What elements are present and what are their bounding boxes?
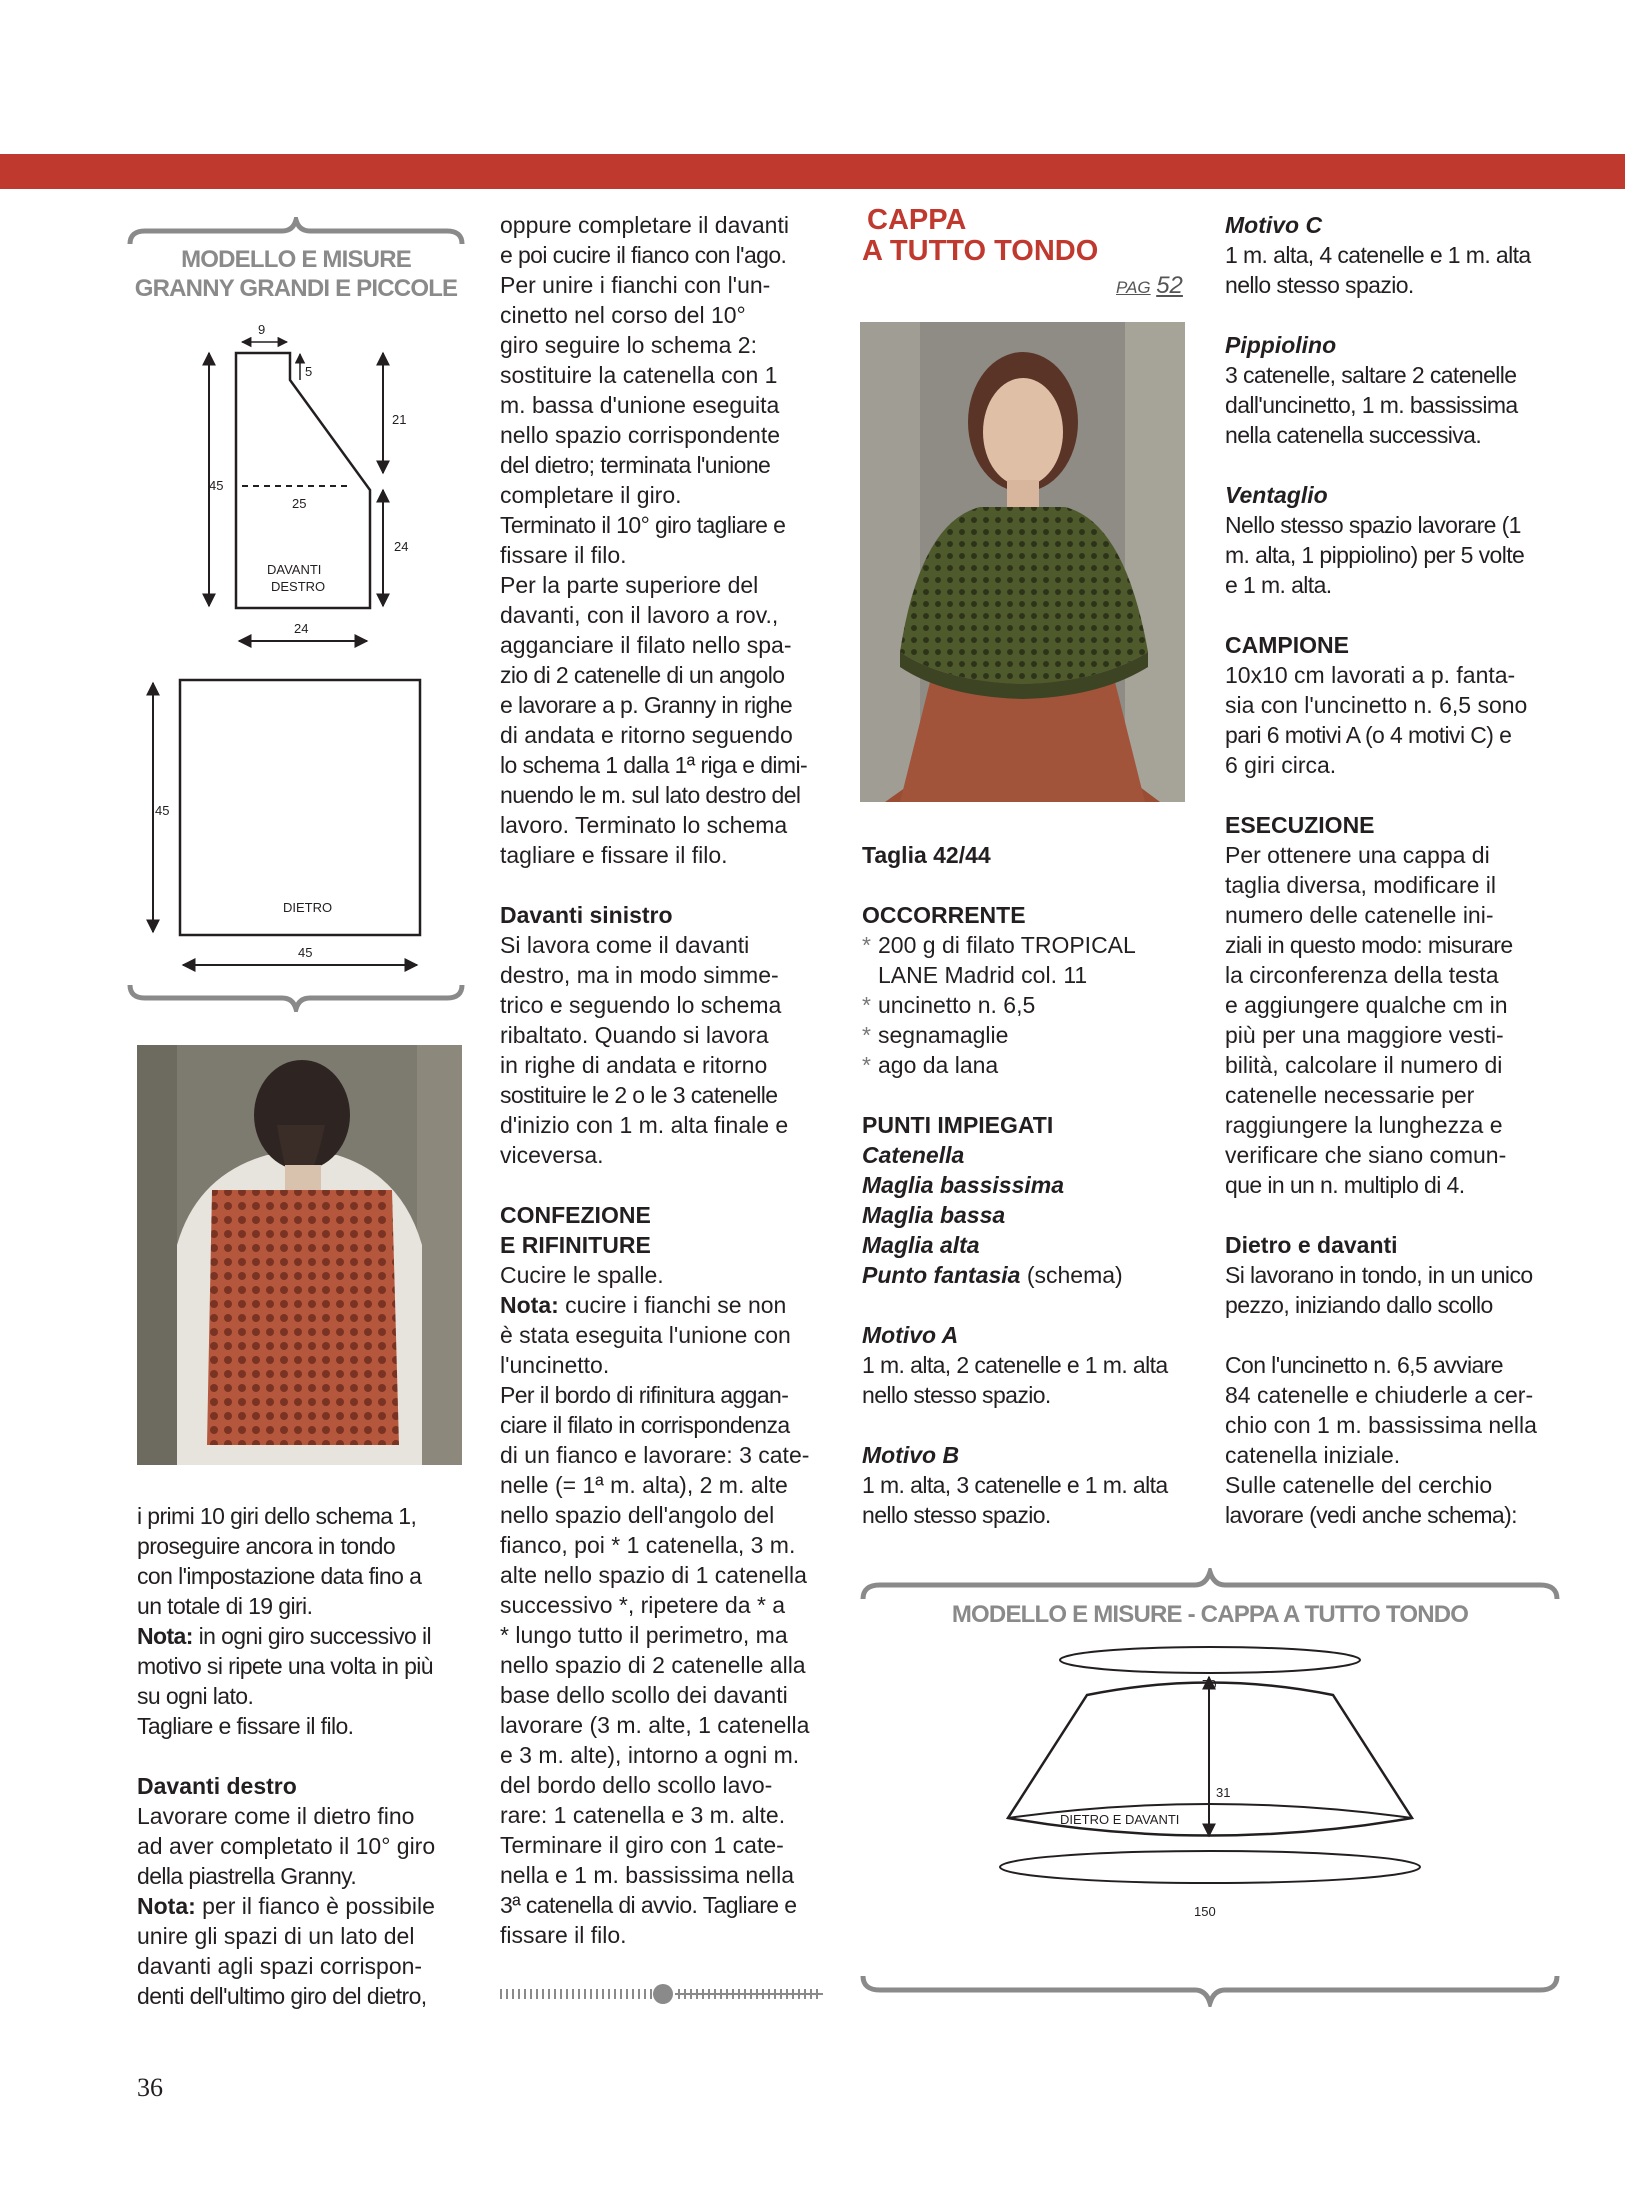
heading-davanti-sinistro: Davanti sinistro bbox=[500, 902, 673, 928]
front-label-1: DAVANTI bbox=[267, 562, 322, 577]
dim-back-width: 45 bbox=[298, 945, 313, 960]
col2-paragraph-4: Per il bordo di rifinitura aggan- ciare il filato in corrispondenza di un fianco e lavorare: 3 cate- nelle (= 1ª m. alta), 2 m. alte nello spazio dell'angolo del fianco, poi * 1 catenella, 3 m. alte nello spazio di 1 catenella successivo *, ripetere da * a * lungo tutto il perimetro, ma nello spazio di 2 catenelle alla base dello scollo dei davanti lavorare (3 m. alte, 1 catenella e 3 m. alte), intorno a ogni m. del bordo dello scollo lavo- rare: 1 catenella e 3 m. alte. Terminare il giro con 1 cate- nella e 1 m. bassissima nella 3ª catenella di avvio. Tagliare e fissare il filo. bbox=[500, 1382, 810, 1948]
final-paragraph: Con l'uncinetto n. 6,5 avviare 84 catenelle e chiuderle a cer- chio con 1 m. bassissima nella catenella iniziale. Sulle catenelle del cerchio lavorare (vedi anche schema): bbox=[1225, 1352, 1537, 1528]
heading-motivo-a: Motivo A bbox=[862, 1322, 959, 1348]
col2-paragraph-1: oppure completare il davanti e poi cucire il fianco con l'ago. Per unire i fianchi con l'un- cinetto nel corso del 10° giro seguire lo schema 2: sostituire la catenella con 1 m. bassa d'unione eseguita nello spazio corrispondente del dietro; terminata l'unione completare il giro. Terminato il 10° giro tagliare e fissare il filo. Per la parte superiore del davanti, con il lavoro a rov., agganciare il filato nello spa- zio di 2 catenelle di un angolo e lavorare a p. Granny in righe di andata e ritorno seguendo lo schema 1 dalla 1ª riga e dimi- nuendo le m. sul lato destro del lavoro. Terminato lo schema tagliare e fissare il filo. bbox=[500, 212, 808, 868]
heading-ventaglio: Ventaglio bbox=[1225, 482, 1328, 508]
heading-davanti-destro: Davanti destro bbox=[137, 1773, 297, 1799]
heading-motivo-c: Motivo C bbox=[1225, 212, 1323, 238]
back-label: DIETRO bbox=[283, 900, 333, 915]
motivo-a-text: 1 m. alta, 2 catenelle e 1 m. alta bbox=[862, 1352, 1168, 1378]
materials-list bbox=[862, 930, 1192, 1080]
col1-nota-1: Nota: in ogni giro successivo il motivo si ripete una volta in più su ogni lato. Tagliare e fissare il filo. bbox=[137, 1623, 433, 1739]
heading-occorrente: OCCORRENTE bbox=[862, 902, 1026, 928]
column-4: Motivo C 1 m. alta, 4 catenelle e 1 m. alta nello stesso spazio. Pippiolino 3 catenelle, saltare 2 catenelle dall'uncinetto, 1 m. bassissima nella catenella successiva. Ventaglio Nello stesso spazio lavorare (1 m. alta, 1 pippiolino) per 5 volte e 1 m. alta. CAMPIONE 10x10 cm lavorati a p. fanta- sia con l'uncinetto n. 6,5 sono pari 6 motivi A (o 4 motivi C) e 6 giri circa. ESECUZIONE Per ottenere una cappa di taglia diversa, modificare il numero delle catenelle ini- ziali in questo modo: misurare la circonferenza della testa e aggiungere qualche cm in più per una maggiore vesti- bilità, calcolare il numero di catenelle necessarie per raggiungere la lunghezza e verificare che siano comun- que in un n. multiplo di 4. Dietro e davanti Si lavorano in tondo, in un unico pezzo, iniziando dallo scollo Con l'uncinetto n. 6,5 avviare 84 catenelle e chiuderle a cer- chio con 1 m. bassissima nella catenella iniziale. Sulle catenelle del cerchio lavorare (vedi anche schema): bbox=[1225, 210, 1555, 1530]
dim-upper-right: 21 bbox=[392, 412, 407, 427]
cape-diagram-title: MODELLO E MISURE - CAPPA A TUTTO TONDO bbox=[951, 1601, 1469, 1628]
heading-punti: PUNTI IMPIEGATI bbox=[862, 1112, 1054, 1138]
cape-height-dim: 31 bbox=[1216, 1785, 1231, 1800]
heading-dietro-davanti: Dietro e davanti bbox=[1225, 1232, 1398, 1258]
dim-top-width: 9 bbox=[258, 322, 266, 337]
dim-lower-right: 24 bbox=[394, 539, 409, 554]
cape-label: DIETRO E DAVANTI bbox=[1060, 1812, 1180, 1827]
top-color-bar bbox=[0, 154, 1625, 189]
cape-photo bbox=[860, 322, 1185, 802]
cape-top-dim: 70 bbox=[1202, 1677, 1217, 1692]
list-item: * 200 g di filato TROPICAL LANE Madrid col. 11 bbox=[862, 930, 1192, 990]
front-label-2: DESTRO bbox=[271, 579, 326, 594]
col1-paragraph-2: Lavorare come il dietro fino ad aver completato il 10° giro della piastrella Granny. bbox=[137, 1803, 436, 1889]
heading-confezione-1: CONFEZIONE bbox=[500, 1202, 651, 1228]
stitch-item: Punto fantasia (schema) bbox=[862, 1262, 1123, 1288]
column-3: Taglia 42/44 OCCORRENTE * 200 g di filato TROPICAL LANE Madrid col. 11 * uncinetto n. 6,5 * segnamaglie * ago da lana PUNTI IMPIEGATI Catenella Maglia bassissima Maglia bassa Maglia alta Punto fantasia (schema) Motivo A 1 m. alta, 2 catenelle e 1 m. alta nello stesso spazio. Motivo B 1 m. alta, 3 catenelle e 1 m. alta nello stesso spazio. bbox=[862, 840, 1192, 1530]
esecuzione-text: Per ottenere una cappa di taglia diversa, modificare il numero delle catenelle ini- ziali in questo modo: misurare la circonferenza della testa e aggiungere qualche cm in più per una maggiore vesti- bilità, calcolare il numero di catenelle necessarie per raggiungere la lunghezza e verificare che siano comun- que in un n. multiplo di 4. bbox=[1225, 842, 1513, 1198]
cape-pattern-diagram bbox=[860, 1640, 1560, 1980]
col1-paragraph-1: i primi 10 giri dello schema 1, proseguire ancora in tondo con l'impostazione data fino a un totale di 19 giri. bbox=[137, 1503, 422, 1619]
heading-esecuzione: ESECUZIONE bbox=[1225, 812, 1375, 838]
heading-pippiolino: Pippiolino bbox=[1225, 332, 1337, 358]
column-end-rule bbox=[497, 1982, 827, 2006]
stitch-item: Maglia bassissima bbox=[862, 1172, 1064, 1198]
dim-back-height: 45 bbox=[155, 803, 170, 818]
bottom-brace-cape bbox=[860, 1973, 1560, 2007]
list-item: * uncinetto n. 6,5 bbox=[862, 990, 1192, 1020]
granny-pattern-diagram bbox=[127, 318, 465, 978]
heading-confezione-2: E RIFINITURE bbox=[500, 1232, 651, 1258]
stitch-item: Catenella bbox=[862, 1142, 965, 1168]
list-item: * segnamaglie bbox=[862, 1020, 1192, 1050]
page-reference: PAG 52 bbox=[1116, 272, 1183, 299]
granny-diagram-title-1: MODELLO E MISURE bbox=[181, 246, 411, 273]
col2-paragraph-3: Cucire le spalle. bbox=[500, 1262, 664, 1288]
size-label: Taglia 42/44 bbox=[862, 842, 991, 868]
heading-campione: CAMPIONE bbox=[1225, 632, 1349, 658]
granny-diagram-title-2: GRANNY GRANDI E PICCOLE bbox=[134, 275, 458, 302]
motivo-b-text: 1 m. alta, 3 catenelle e 1 m. alta bbox=[862, 1472, 1168, 1498]
vest-photo bbox=[137, 1045, 462, 1465]
dim-notch: 5 bbox=[305, 364, 313, 379]
list-item: * ago da lana bbox=[862, 1050, 1192, 1080]
article-title: CAPPA A TUTTO TONDO bbox=[862, 204, 1099, 267]
col1-nota-2: Nota: per il fianco è possibile unire gli spazi di un lato del davanti agli spazi corrispon- denti dell'ultimo giro del dietro, bbox=[137, 1893, 435, 2009]
top-brace-cape bbox=[860, 1568, 1560, 1602]
column-1 bbox=[137, 1501, 467, 2011]
stitch-item: Maglia bassa bbox=[862, 1202, 1006, 1228]
bottom-brace-left bbox=[127, 982, 465, 1012]
top-brace-left bbox=[127, 217, 465, 247]
stitch-item: Maglia alta bbox=[862, 1232, 980, 1258]
heading-motivo-b: Motivo B bbox=[862, 1442, 960, 1468]
column-2 bbox=[500, 210, 830, 1950]
dim-bottom-width: 24 bbox=[294, 621, 309, 636]
dim-total-height: 45 bbox=[209, 478, 224, 493]
page-number: 36 bbox=[137, 2073, 163, 2102]
col2-nota: Nota: cucire i fianchi se non è stata eseguita l'unione con l'uncinetto. bbox=[500, 1292, 791, 1378]
col2-paragraph-2: Si lavora come il davanti destro, ma in modo simme- trico e seguendo lo schema ribaltato. Quando si lavora in righe di andata e ritorno sostituire le 2 o le 3 catenelle d'inizio con 1 m. alta finale e viceversa. bbox=[500, 932, 789, 1168]
cape-bottom-dim: 150 bbox=[1194, 1904, 1216, 1919]
dim-mid-width: 25 bbox=[292, 496, 307, 511]
